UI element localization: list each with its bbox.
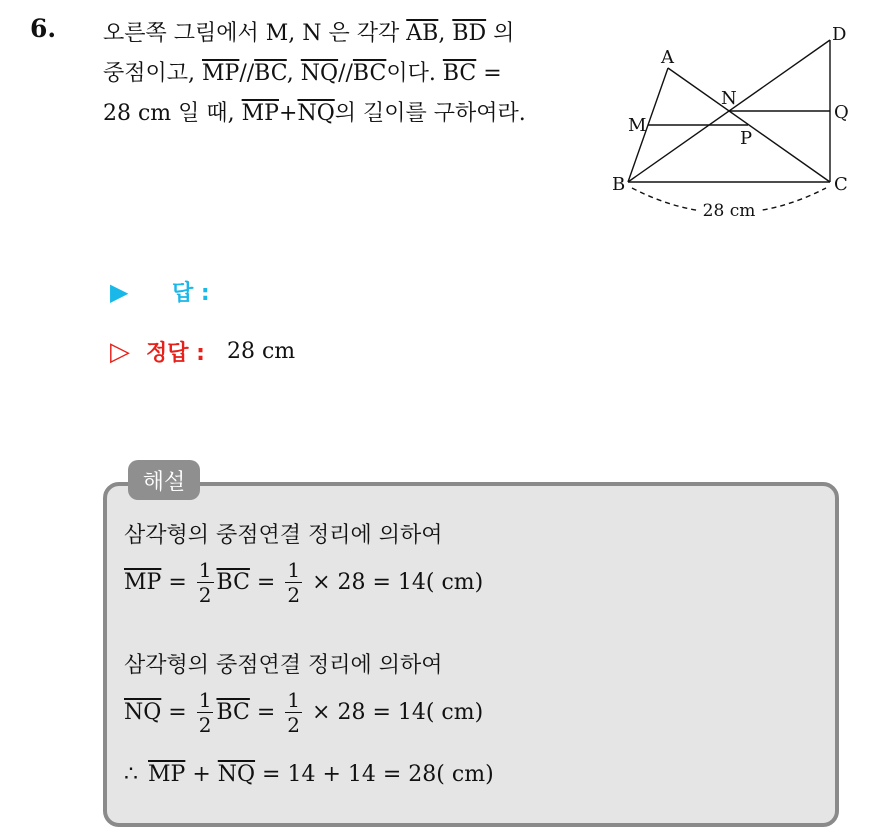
answer-row: [110, 276, 210, 307]
answer-marker-icon: ▶: [110, 277, 129, 306]
question-line-3: 28 cm 일 때, $\overline{MP}+\overline{NQ}$의 길이를 구하여라.: [103, 101, 526, 126]
segment-bd: $\overline{BD}$: [452, 21, 487, 46]
label-c: C: [834, 174, 848, 195]
solution-final: ∴ $\overline{MP} + \overline{NQ} = 14 + 14 = 28$( cm): [124, 762, 494, 787]
segment-mp: $\overline{MP}$: [202, 61, 240, 86]
fraction-half: $\frac{1}{2}$: [198, 558, 212, 607]
solution-theorem-2: 삼각형의 중점연결 정리에 의하여: [124, 653, 443, 678]
answer-label: 답 :: [172, 281, 210, 306]
segment-nq: $\overline{NQ}$: [124, 700, 162, 725]
segment-mp: $\overline{MP}$: [241, 101, 279, 126]
geometry-figure: [605, 20, 860, 230]
question-text: [103, 14, 593, 134]
segment-bc: $\overline{BC}$: [442, 61, 477, 86]
segment-bc: $\overline{BC}$: [352, 61, 387, 86]
therefore-symbol: ∴: [124, 762, 138, 787]
segment-nq: $\overline{NQ}$: [217, 762, 256, 787]
solution-tag: 해설: [128, 460, 200, 500]
label-b: B: [612, 174, 626, 195]
fraction-half: $\frac{1}{2}$: [287, 688, 301, 737]
correct-answer-label: 정답 :: [146, 341, 205, 366]
fraction-half: $\frac{1}{2}$: [287, 558, 301, 607]
label-q: Q: [834, 102, 849, 123]
correct-answer-row: [110, 336, 295, 367]
segment-bc: $\overline{BC}$: [254, 61, 287, 86]
solution-equation-2: $\overline{NQ}$ = $\frac{1}{2}$ $\overline{BC}$ = $\frac{1}{2}$ × 28 = 14( cm): [124, 688, 484, 737]
fraction-half: $\frac{1}{2}$: [198, 688, 212, 737]
question-line-1: 오른쪽 그림에서 M, N 은 각각 $\overline{AB}$, $\overline{BD}$ 의: [103, 21, 515, 46]
segment-nq: $\overline{NQ}$: [297, 101, 335, 126]
bc-length-label: 28 cm: [702, 201, 756, 221]
correct-marker-icon: ▷: [110, 336, 130, 367]
solution-equation-1: $\overline{MP}$ = $\frac{1}{2}$ $\overline{BC}$ = $\frac{1}{2}$ × 28 = 14( cm): [124, 558, 484, 607]
label-a: A: [661, 47, 674, 68]
segment-bc: $\overline{BC}$: [216, 700, 250, 725]
segment-mp: $\overline{MP}$: [124, 570, 162, 595]
label-n: N: [721, 88, 737, 109]
segment-nq: $\overline{NQ}$: [300, 61, 339, 86]
solution-theorem-1: 삼각형의 중점연결 정리에 의하여: [124, 523, 443, 548]
label-p: P: [740, 128, 753, 149]
correct-answer-value: 28 cm: [226, 339, 296, 364]
question-line-2: 중점이고, $\overline{MP}//\overline{BC}$, $\overline{NQ}//\overline{BC}$이다. $\overline{BC}$ =: [103, 61, 502, 86]
segment-ab: $\overline{AB}$: [406, 21, 439, 46]
label-m: M: [628, 115, 647, 136]
label-d: D: [832, 24, 847, 45]
segment-mp: $\overline{MP}$: [148, 762, 186, 787]
question-number: 6.: [30, 14, 57, 43]
segment-bc: $\overline{BC}$: [216, 570, 250, 595]
